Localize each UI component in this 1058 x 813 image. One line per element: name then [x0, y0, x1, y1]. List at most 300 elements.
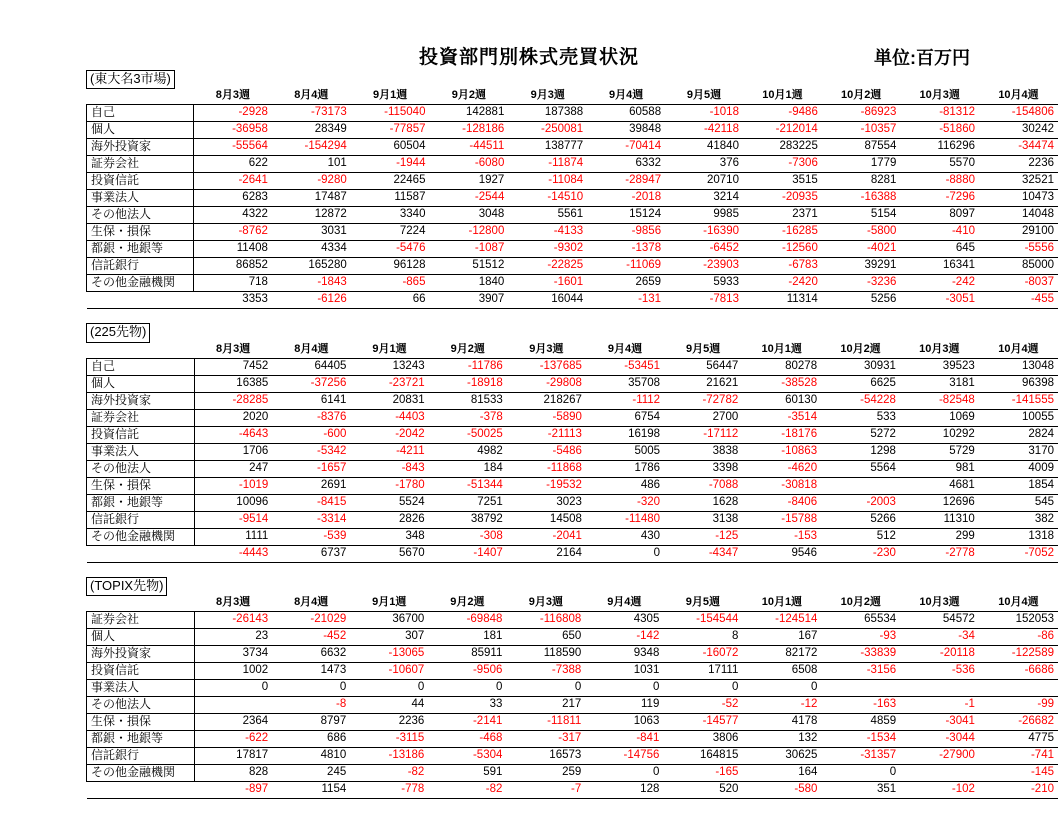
table-row	[87, 764, 1058, 781]
column-header: 8月4週	[272, 342, 350, 359]
table-cell: 299	[900, 528, 979, 545]
table-cell: -7388	[506, 662, 585, 679]
table-cell: 64405	[272, 358, 350, 375]
table-cell: -1944	[351, 156, 430, 173]
table-cell: -27900	[900, 747, 979, 764]
table-cell: 6141	[272, 392, 350, 409]
table-cell: -81312	[900, 105, 979, 122]
table-cell: -70414	[587, 139, 665, 156]
table-cell: 119	[585, 696, 663, 713]
table-cell: -897	[194, 781, 272, 798]
table-cell: 348	[350, 528, 428, 545]
table-cell: 4305	[585, 611, 663, 628]
table-cell: -2928	[194, 105, 272, 122]
table-cell: 101	[272, 156, 351, 173]
table-cell: 87554	[822, 139, 901, 156]
table-cell: 33	[428, 696, 506, 713]
table-total-row	[87, 545, 1058, 562]
column-header-blank	[87, 342, 195, 359]
column-header: 10月4週	[979, 342, 1058, 359]
table-cell: 4775	[979, 730, 1058, 747]
table-total-row	[87, 781, 1058, 798]
row-label: その他金融機関	[87, 764, 195, 781]
table-cell: 545	[979, 494, 1058, 511]
table-cell: 1706	[194, 443, 272, 460]
table-cell: -128186	[429, 122, 508, 139]
table-row	[87, 426, 1058, 443]
table-cell: -12800	[429, 224, 508, 241]
table-cell: -2042	[350, 426, 428, 443]
table-cell: 5524	[350, 494, 428, 511]
table-cell: -102	[900, 781, 979, 798]
table-cell: 164815	[663, 747, 742, 764]
row-label: 事業法人	[87, 679, 195, 696]
column-header: 8月3週	[194, 342, 272, 359]
table-cell: -1087	[429, 241, 508, 258]
row-label: 証券会社	[87, 156, 194, 173]
row-label	[87, 781, 195, 798]
table-cell: 4859	[821, 713, 900, 730]
table-cell: -16390	[665, 224, 743, 241]
table-cell: -600	[272, 426, 350, 443]
table-cell: 6754	[586, 409, 664, 426]
table-cell: 351	[821, 781, 900, 798]
table-cell: 0	[821, 764, 900, 781]
table-cell: -34	[900, 628, 979, 645]
table-cell: -7306	[743, 156, 822, 173]
table-cell: 65534	[821, 611, 900, 628]
table-cell: -13065	[350, 645, 428, 662]
table-cell: -452	[272, 628, 350, 645]
table-cell: 382	[979, 511, 1058, 528]
table-cell: 1298	[821, 443, 900, 460]
row-label	[87, 292, 194, 309]
table-cell: -4643	[194, 426, 272, 443]
column-header: 9月4週	[586, 342, 664, 359]
table-cell: -10863	[742, 443, 821, 460]
table-cell: 533	[821, 409, 900, 426]
table-cell: -1018	[665, 105, 743, 122]
table-cell: 16341	[900, 258, 979, 275]
table-cell: 5256	[822, 292, 901, 309]
table-block	[0, 577, 1058, 799]
table-cell: -2778	[900, 545, 979, 562]
table-cell: 152053	[979, 611, 1058, 628]
table-cell: -10357	[822, 122, 901, 139]
table-cell: -410	[900, 224, 979, 241]
table-cell: -142	[585, 628, 663, 645]
table-cell: -3041	[900, 713, 979, 730]
table-cell: -5486	[507, 443, 586, 460]
row-label: 海外投資家	[87, 392, 195, 409]
row-label: 生保・損保	[87, 477, 195, 494]
table-cell: -154806	[979, 105, 1058, 122]
table-cell: 4322	[194, 207, 272, 224]
table-cell: -20118	[900, 645, 979, 662]
table-cell: 5272	[821, 426, 900, 443]
column-header: 9月5週	[664, 342, 742, 359]
table-cell: -115040	[351, 105, 430, 122]
table-cell: -5890	[507, 409, 586, 426]
table-cell: -1780	[350, 477, 428, 494]
table-cell: -29808	[507, 375, 586, 392]
column-header: 9月1週	[351, 88, 430, 105]
table-cell: 17817	[194, 747, 272, 764]
table-cell: 3214	[665, 190, 743, 207]
table-cell: 128	[585, 781, 663, 798]
table-cell: -3514	[742, 409, 821, 426]
row-label: 都銀・地銀等	[87, 494, 195, 511]
table-cell: -2420	[743, 275, 822, 292]
table-cell: -82548	[900, 392, 979, 409]
table-cell: 217	[506, 696, 585, 713]
table-cell: 29100	[979, 224, 1058, 241]
column-header: 10月2週	[822, 88, 901, 105]
table-cell: -9486	[743, 105, 822, 122]
table-cell: 118590	[506, 645, 585, 662]
table-row	[87, 511, 1058, 528]
table-cell: -33839	[821, 645, 900, 662]
table-cell: -9514	[194, 511, 272, 528]
table-header-row	[87, 595, 1058, 612]
table-header-row	[87, 88, 1058, 105]
table-row	[87, 241, 1058, 258]
table-cell: 5005	[586, 443, 664, 460]
table-cell: 7224	[351, 224, 430, 241]
table-row	[87, 258, 1058, 275]
table-cell	[900, 679, 979, 696]
table-cell: 1002	[194, 662, 272, 679]
table-cell: 3353	[194, 292, 272, 309]
table-cell: 430	[586, 528, 664, 545]
table-cell: 6332	[587, 156, 665, 173]
table-cell: 2691	[272, 477, 350, 494]
table-cell: -19532	[507, 477, 586, 494]
table-cell: -82	[350, 764, 428, 781]
table-cell: 283225	[743, 139, 822, 156]
table-cell: -9280	[272, 173, 351, 190]
table-cell: -163	[821, 696, 900, 713]
table-cell: -455	[979, 292, 1058, 309]
table-cell: 164	[742, 764, 821, 781]
table-cell: -4620	[742, 460, 821, 477]
table-cell: 8281	[822, 173, 901, 190]
table-cell: -13186	[350, 747, 428, 764]
table-cell: 54572	[900, 611, 979, 628]
table-block	[0, 323, 1058, 562]
table-cell: -23721	[350, 375, 428, 392]
table-cell: -8376	[272, 409, 350, 426]
page-title: 投資部門別株式売買状況	[0, 42, 1058, 69]
table-row	[87, 105, 1058, 122]
table-cell: 5933	[665, 275, 743, 292]
table-cell: 259	[506, 764, 585, 781]
table-row	[87, 139, 1058, 156]
table-cell: 4178	[742, 713, 821, 730]
table-cell: -14510	[508, 190, 587, 207]
table-cell	[979, 679, 1058, 696]
table-cell: 0	[663, 679, 742, 696]
table-cell: 2164	[507, 545, 586, 562]
table-cell: 187388	[508, 105, 587, 122]
table-cell: -16388	[822, 190, 901, 207]
table-row	[87, 358, 1058, 375]
table-cell: 12696	[900, 494, 979, 511]
table-row	[87, 645, 1058, 662]
table-cell: -145	[979, 764, 1058, 781]
table-cell: 1927	[429, 173, 508, 190]
table-cell: -8406	[742, 494, 821, 511]
row-label: その他法人	[87, 460, 195, 477]
column-header: 9月3週	[507, 342, 586, 359]
table-cell: 2236	[350, 713, 428, 730]
row-label: 生保・損保	[87, 713, 195, 730]
table-block-title: (TOPIX先物)	[86, 577, 167, 596]
table-cell: -86	[979, 628, 1058, 645]
table-row	[87, 275, 1058, 292]
column-header: 9月3週	[508, 88, 587, 105]
table-cell: -843	[350, 460, 428, 477]
table-cell: -36958	[194, 122, 272, 139]
table-header-row	[87, 342, 1058, 359]
table-cell: 3806	[663, 730, 742, 747]
table-cell: -3236	[822, 275, 901, 292]
table-row	[87, 662, 1058, 679]
column-header: 10月3週	[900, 88, 979, 105]
unit-label: 単位:百万円	[874, 44, 970, 70]
table-cell: -2018	[587, 190, 665, 207]
table-cell: -7813	[665, 292, 743, 309]
table-cell: 14048	[979, 207, 1058, 224]
column-header: 9月4週	[587, 88, 665, 105]
table-cell: -93	[821, 628, 900, 645]
table-cell: 138777	[508, 139, 587, 156]
table-cell: 22465	[351, 173, 430, 190]
row-label: 個人	[87, 375, 195, 392]
table-row	[87, 713, 1058, 730]
table-cell: -7296	[900, 190, 979, 207]
tables-container	[0, 70, 1058, 813]
table-row	[87, 747, 1058, 764]
column-header: 9月2週	[429, 88, 508, 105]
data-table	[86, 88, 1058, 309]
table-cell: 4009	[979, 460, 1058, 477]
table-cell: 11310	[900, 511, 979, 528]
table-cell: 0	[350, 679, 428, 696]
table-cell: -11084	[508, 173, 587, 190]
table-row	[87, 409, 1058, 426]
table-cell: -10607	[350, 662, 428, 679]
table-row	[87, 173, 1058, 190]
row-label: 個人	[87, 628, 195, 645]
table-cell: -23903	[665, 258, 743, 275]
table-cell: -69848	[428, 611, 506, 628]
table-cell: -154544	[663, 611, 742, 628]
row-label: 投資信託	[87, 173, 194, 190]
table-cell: -28285	[194, 392, 272, 409]
table-cell: -20935	[743, 190, 822, 207]
table-cell: 16198	[586, 426, 664, 443]
table-cell: -1657	[272, 460, 350, 477]
table-cell: -741	[979, 747, 1058, 764]
table-row	[87, 611, 1058, 628]
table-cell: -9856	[587, 224, 665, 241]
table-cell: 650	[506, 628, 585, 645]
table-cell: 16385	[194, 375, 272, 392]
table-cell: 17111	[663, 662, 742, 679]
table-cell: -1407	[429, 545, 507, 562]
table-cell: 11314	[743, 292, 822, 309]
table-cell: 5570	[900, 156, 979, 173]
table-cell: 3138	[664, 511, 742, 528]
table-cell: -82	[428, 781, 506, 798]
table-cell: 41840	[665, 139, 743, 156]
table-row	[87, 224, 1058, 241]
table-cell: -141555	[979, 392, 1058, 409]
table-cell: -21113	[507, 426, 586, 443]
table-cell: -122589	[979, 645, 1058, 662]
table-total-row	[87, 292, 1058, 309]
table-cell: -37256	[272, 375, 350, 392]
row-label: 事業法人	[87, 190, 194, 207]
table-cell: -11069	[587, 258, 665, 275]
table-cell: -8415	[272, 494, 350, 511]
table-cell: -2641	[194, 173, 272, 190]
table-cell: -125	[664, 528, 742, 545]
table-row	[87, 207, 1058, 224]
column-header: 9月5週	[665, 88, 743, 105]
table-cell: -44511	[429, 139, 508, 156]
table-cell: -55564	[194, 139, 272, 156]
table-cell: 1318	[979, 528, 1058, 545]
table-cell: -210	[979, 781, 1058, 798]
table-cell: -308	[429, 528, 507, 545]
table-cell: 96128	[351, 258, 430, 275]
table-cell: -468	[428, 730, 506, 747]
table-cell: -8762	[194, 224, 272, 241]
table-cell: -22825	[508, 258, 587, 275]
row-label: 自己	[87, 358, 195, 375]
table-cell: 591	[428, 764, 506, 781]
table-cell: 5266	[821, 511, 900, 528]
table-cell: 6632	[272, 645, 350, 662]
table-cell: 167	[742, 628, 821, 645]
table-cell: 3734	[194, 645, 272, 662]
column-header: 10月1週	[743, 88, 822, 105]
table-cell: 4810	[272, 747, 350, 764]
table-cell: 9985	[665, 207, 743, 224]
table-cell: 1473	[272, 662, 350, 679]
table-cell: 1031	[585, 662, 663, 679]
table-cell: 307	[350, 628, 428, 645]
table-cell: 718	[194, 275, 272, 292]
table-cell: 622	[194, 156, 272, 173]
table-cell: 66	[351, 292, 430, 309]
table-cell: 8797	[272, 713, 350, 730]
table-cell: 2236	[979, 156, 1058, 173]
table-row	[87, 392, 1058, 409]
table-cell: 6283	[194, 190, 272, 207]
table-cell: 5154	[822, 207, 901, 224]
table-cell: -4347	[664, 545, 742, 562]
table-cell: -230	[821, 545, 900, 562]
table-cell: 14508	[507, 511, 586, 528]
table-cell: -131	[587, 292, 665, 309]
column-header: 8月4週	[272, 595, 350, 612]
table-cell: 85000	[979, 258, 1058, 275]
table-cell: -7088	[664, 477, 742, 494]
table-cell: 20710	[665, 173, 743, 190]
table-cell: -11480	[586, 511, 664, 528]
table-cell: 80278	[742, 358, 821, 375]
row-label: 証券会社	[87, 611, 195, 628]
table-cell: 81533	[429, 392, 507, 409]
table-row	[87, 190, 1058, 207]
table-cell: 39848	[587, 122, 665, 139]
table-block	[0, 70, 1058, 309]
table-cell: 0	[585, 764, 663, 781]
table-cell: -539	[272, 528, 350, 545]
table-cell: -4021	[822, 241, 901, 258]
table-cell: -51344	[429, 477, 507, 494]
row-label: 信託銀行	[87, 511, 195, 528]
table-cell: 2371	[743, 207, 822, 224]
table-cell: 486	[586, 477, 664, 494]
table-cell: -3314	[272, 511, 350, 528]
table-cell: -1112	[586, 392, 664, 409]
table-cell: 3170	[979, 443, 1058, 460]
table-cell: 3398	[664, 460, 742, 477]
column-header: 8月4週	[272, 88, 351, 105]
table-row	[87, 696, 1058, 713]
table-cell: 3048	[429, 207, 508, 224]
table-cell: 86852	[194, 258, 272, 275]
table-cell: 1779	[822, 156, 901, 173]
table-row	[87, 477, 1058, 494]
table-cell: 5561	[508, 207, 587, 224]
table-cell: 1069	[900, 409, 979, 426]
table-cell: 828	[194, 764, 272, 781]
table-cell	[821, 477, 900, 494]
column-header: 8月3週	[194, 88, 272, 105]
table-cell: 30242	[979, 122, 1058, 139]
row-label: 信託銀行	[87, 747, 195, 764]
table-cell: 44	[350, 696, 428, 713]
table-row	[87, 494, 1058, 511]
table-cell: 56447	[664, 358, 742, 375]
table-cell: -4403	[350, 409, 428, 426]
table-cell: -9506	[428, 662, 506, 679]
table-cell: 0	[272, 679, 350, 696]
table-cell: -317	[506, 730, 585, 747]
block-spacer	[0, 799, 1058, 813]
table-cell: 13048	[979, 358, 1058, 375]
table-cell: -1843	[272, 275, 351, 292]
block-spacer	[0, 309, 1058, 323]
table-cell: 520	[663, 781, 742, 798]
row-label: その他金融機関	[87, 528, 195, 545]
column-header-blank	[87, 595, 195, 612]
column-header: 10月2週	[821, 342, 900, 359]
table-cell: -34474	[979, 139, 1058, 156]
table-cell: -12	[742, 696, 821, 713]
row-label: 事業法人	[87, 443, 195, 460]
table-cell: -153	[742, 528, 821, 545]
table-cell: 0	[585, 679, 663, 696]
table-cell: 4982	[429, 443, 507, 460]
table-row	[87, 443, 1058, 460]
row-label: 自己	[87, 105, 194, 122]
